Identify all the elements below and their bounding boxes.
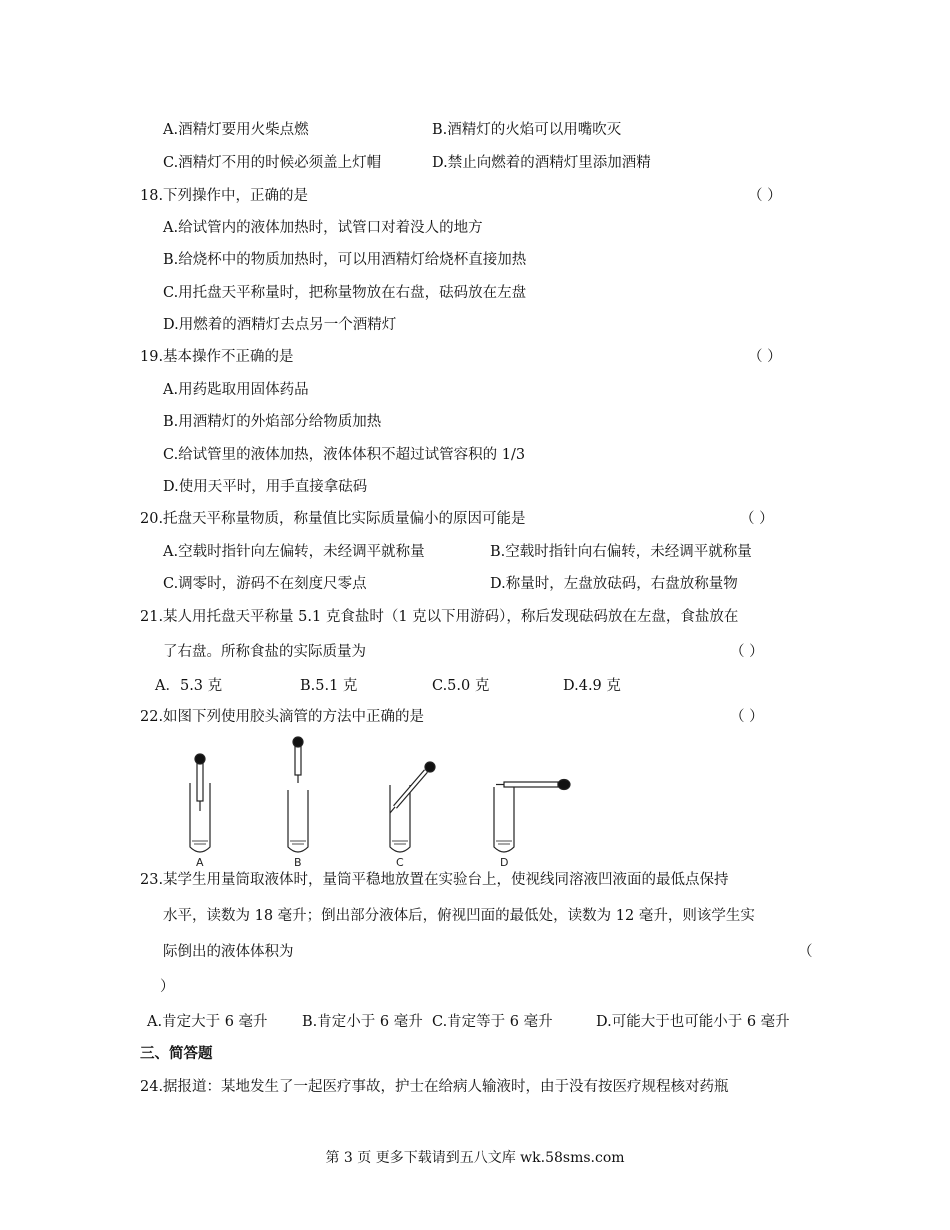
q18-answer-bracket: （ ） — [748, 188, 782, 204]
figure-b-dropper-above-tube — [288, 737, 308, 852]
q23-stem-line2: 水平，读数为 18 毫升；倒出部分液体后，俯视凹面的最低处，读数为 12 毫升，则该学生实 — [163, 908, 755, 924]
q23-option-d: D.可能大于也可能小于 6 毫升 — [596, 1014, 790, 1030]
q19-option-b: B.用酒精灯的外焰部分给物质加热 — [163, 414, 382, 430]
dropper-usage-figure — [168, 735, 588, 870]
q18-option-a: A.给试管内的液体加热时，试管口对着没人的地方 — [163, 220, 483, 236]
q19-stem: 19.基本操作不正确的是 — [140, 349, 294, 365]
q21-option-c: C.5.0 克 — [432, 678, 490, 694]
q24-stem-line1: 24.据报道：某地发生了一起医疗事故，护士在给病人输液时，由于没有按医疗规程核对药瓶 — [140, 1079, 729, 1095]
q19-option-d: D.使用天平时，用手直接拿砝码 — [163, 479, 368, 495]
q21-option-d: D.4.9 克 — [563, 678, 621, 694]
q22-stem: 22.如图下列使用胶头滴管的方法中正确的是 — [140, 709, 425, 725]
q23-bracket-open: （ — [798, 944, 813, 960]
q23-option-a: A.肯定大于 6 毫升 — [147, 1014, 268, 1030]
q21-stem-line1: 21.某人用托盘天平称量 5.1 克食盐时（1 克以下用游码），称后发现砝码放在左盘，食盐放在 — [140, 609, 739, 625]
figure-a-dropper-inside-tube — [190, 754, 210, 852]
q18-option-d: D.用燃着的酒精灯去点另一个酒精灯 — [163, 317, 397, 333]
q21-option-b: B.5.1 克 — [300, 678, 358, 694]
q19-option-c: C.给试管里的液体加热，液体体积不超过试管容积的 1/3 — [163, 447, 526, 463]
q20-option-b: B.空载时指针向右偏转，未经调平就称量 — [490, 544, 752, 560]
figure-c-dropper-tilted — [390, 762, 435, 852]
q18-option-b: B.给烧杯中的物质加热时，可以用酒精灯给烧杯直接加热 — [163, 252, 527, 268]
q17-option-b: B.酒精灯的火焰可以用嘴吹灭 — [432, 122, 622, 138]
q21-answer-bracket: （ ） — [730, 644, 764, 660]
section-title: 三、简答题 — [140, 1045, 213, 1062]
figure-label-b: B — [294, 856, 302, 869]
q20-option-d: D.称量时，左盘放砝码，右盘放称量物 — [490, 576, 738, 592]
q23-stem-line3: 际倒出的液体体积为 — [163, 944, 294, 960]
q23-option-b: B.肯定小于 6 毫升 — [302, 1014, 423, 1030]
figure-label-c: C — [396, 856, 404, 869]
q21-stem-line2: 了右盘。所称食盐的实际质量为 — [163, 644, 366, 660]
q20-answer-bracket: （ ） — [740, 511, 774, 527]
q20-option-c: C.调零时，游码不在刻度尺零点 — [163, 576, 367, 592]
q18-stem: 18.下列操作中，正确的是 — [140, 188, 309, 204]
figure-label-d: D — [500, 856, 509, 869]
q22-answer-bracket: （ ） — [730, 709, 764, 725]
q20-option-a: A.空载时指针向左偏转，未经调平就称量 — [163, 544, 425, 560]
page-footer: 第 3 页 更多下载请到五八文库 wk.58sms.com — [325, 1150, 625, 1166]
q20-stem: 20.托盘天平称量物质，称量值比实际质量偏小的原因可能是 — [140, 511, 526, 527]
q18-option-c: C.用托盘天平称量时，把称量物放在右盘，砝码放在左盘 — [163, 285, 527, 301]
q21-option-a: A．5.3 克 — [155, 678, 223, 694]
q23-option-c: C.肯定等于 6 毫升 — [432, 1014, 553, 1030]
q17-option-c: C.酒精灯不用的时候必须盖上灯帽 — [163, 155, 382, 171]
q19-answer-bracket: （ ） — [748, 349, 782, 365]
figure-d-dropper-horizontal — [494, 780, 570, 853]
q17-option-d: D.禁止向燃着的酒精灯里添加酒精 — [432, 155, 651, 171]
q17-option-a: A.酒精灯要用火柴点燃 — [163, 122, 309, 138]
q19-option-a: A.用药匙取用固体药品 — [163, 382, 309, 398]
q23-stem-line1: 23.某学生用量筒取液体时，量筒平稳地放置在实验台上，使视线同溶液凹液面的最低点保持 — [140, 872, 729, 888]
q23-bracket-close: ） — [160, 979, 175, 995]
figure-label-a: A — [196, 856, 204, 869]
